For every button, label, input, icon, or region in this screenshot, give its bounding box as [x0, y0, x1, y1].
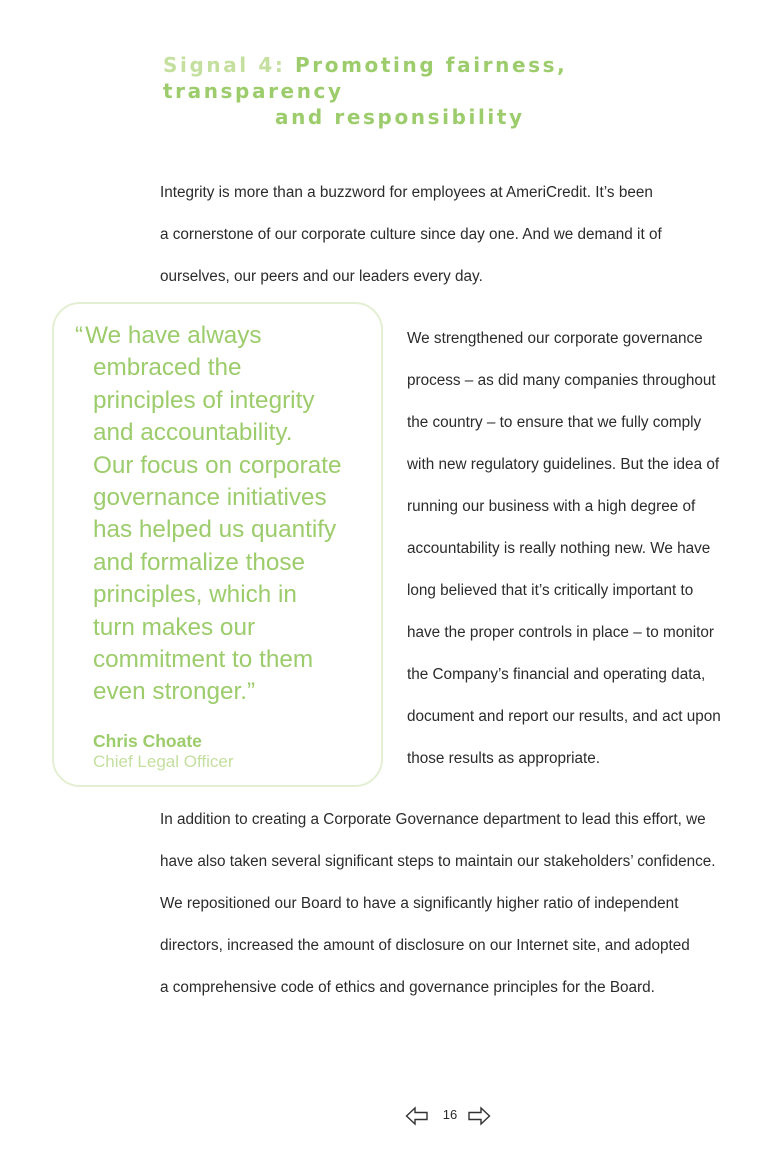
quote-line: and formalize those: [93, 548, 306, 576]
quote-author: Chris Choate: [93, 731, 202, 751]
side-line: long believed that it’s critically important to: [407, 582, 694, 599]
quote-line: embraced the: [93, 354, 242, 382]
closing-line: In addition to creating a Corporate Governance department to lead this effort, we: [160, 811, 706, 828]
intro-line: ourselves, our peers and our leaders every day.: [160, 268, 483, 285]
quote-author-title: Chief Legal Officer: [93, 752, 234, 771]
side-line: the Company’s financial and operating data,: [407, 666, 706, 683]
side-line: the country – to ensure that we fully comply: [407, 414, 702, 431]
intro-line: a cornerstone of our corporate culture since day one. And we demand it of: [160, 226, 662, 243]
side-line: process – as did many companies throughout: [407, 372, 716, 389]
closing-line: have also taken several significant steps to maintain our stakeholders’ confidence.: [160, 853, 716, 870]
closing-paragraph: [160, 799, 716, 1009]
quote-line: principles, which in: [93, 581, 297, 609]
closing-line: We repositioned our Board to have a significantly higher ratio of independent: [160, 895, 679, 912]
quote-line: has helped us quantify: [93, 516, 337, 544]
arrow-left-icon[interactable]: [405, 1105, 429, 1127]
closing-line: directors, increased the amount of disclosure on our Internet site, and adopted: [160, 937, 690, 954]
side-line: running our business with a high degree of: [407, 498, 696, 515]
quote-line: and accountability.: [93, 419, 293, 447]
side-line: those results as appropriate.: [407, 750, 601, 767]
page-heading: [163, 52, 723, 130]
side-line: have the proper controls in place – to monitor: [407, 624, 714, 641]
page-number: 16: [442, 1107, 458, 1122]
quote-line: commitment to them: [93, 646, 314, 674]
open-quote-mark: “: [75, 322, 84, 349]
heading-prefix: Signal 4:: [163, 53, 286, 77]
quote-line: even stronger.”: [93, 678, 256, 706]
side-paragraph: [407, 318, 721, 780]
heading-line-1: Promoting fairness, transparency: [163, 53, 568, 103]
quote-line: principles of integrity: [93, 386, 315, 414]
quote-line: governance initiatives: [93, 484, 327, 512]
quote-line: Our focus on corporate: [93, 451, 342, 479]
pull-quote-text: [75, 320, 375, 709]
arrow-right-icon[interactable]: [467, 1105, 491, 1127]
quote-line-text: We have always: [85, 322, 262, 349]
quote-line: turn makes our: [93, 613, 256, 641]
intro-line: Integrity is more than a buzzword for employees at AmeriCredit. It’s been: [160, 184, 653, 201]
intro-paragraph: [160, 172, 662, 298]
quote-line: [75, 320, 375, 352]
page-navigation: [405, 1103, 495, 1129]
side-line: accountability is really nothing new. We have: [407, 540, 711, 557]
side-line: We strengthened our corporate governance: [407, 330, 703, 347]
side-line: document and report our results, and act upon: [407, 708, 721, 725]
closing-line: a comprehensive code of ethics and governance principles for the Board.: [160, 979, 655, 996]
side-line: with new regulatory guidelines. But the idea of: [407, 456, 720, 473]
heading-line-2: and responsibility: [275, 105, 525, 129]
